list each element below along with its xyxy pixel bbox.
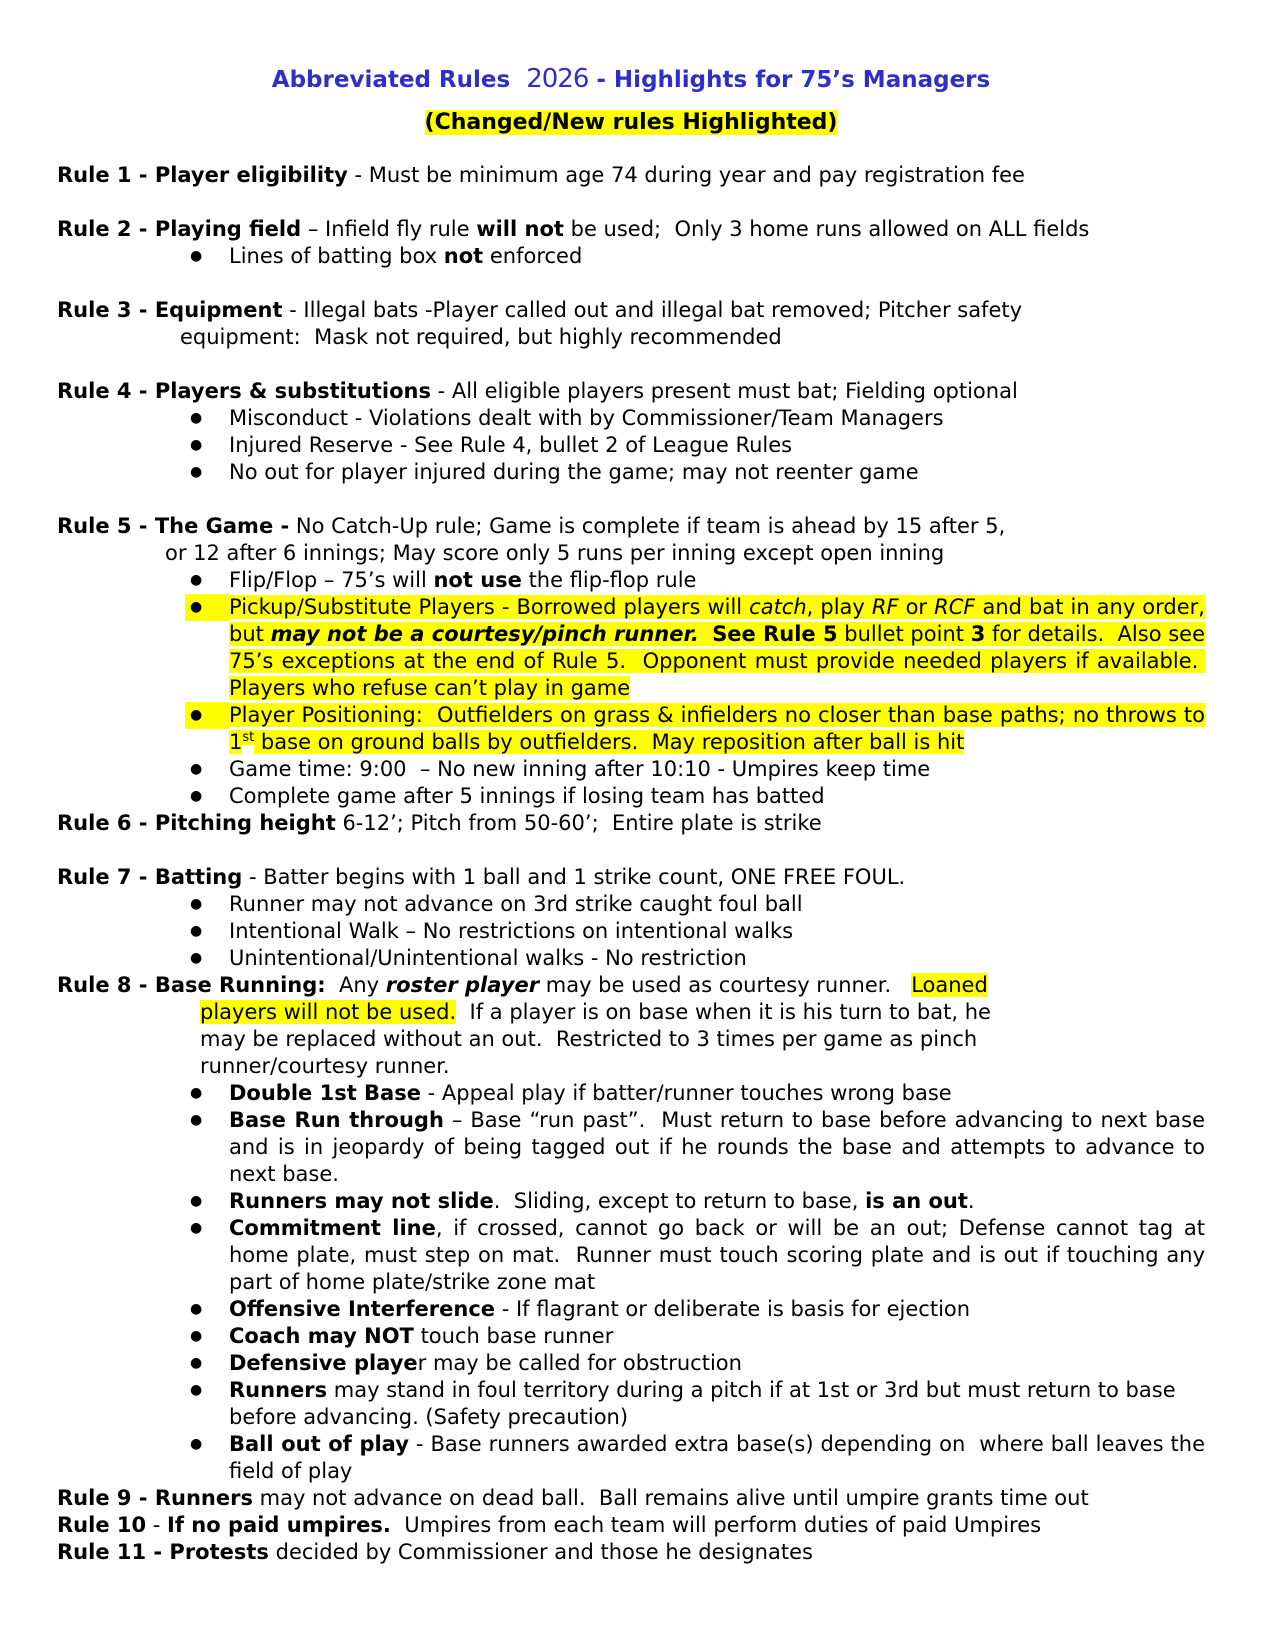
rule-8-bullet-defensive-player bbox=[57, 1350, 1205, 1377]
rule-4 bbox=[57, 378, 1205, 405]
text-run: - Highlights for 75’s Managers bbox=[588, 67, 991, 93]
text-run: Rule 2 - Playing field bbox=[57, 217, 302, 241]
text-run: , play bbox=[806, 595, 872, 619]
rule-1 bbox=[57, 162, 1205, 189]
text-run: st bbox=[242, 730, 255, 745]
text-run: Commitment line bbox=[229, 1216, 436, 1240]
text-run: – Base “run past”. Must return to base before advancing to next base and is in jeopardy of being tagged out if he rounds the base and attempts to advance to next base. bbox=[229, 1108, 1205, 1186]
text-run: Rule 3 - Equipment bbox=[57, 298, 283, 322]
text-run: . Sliding, except to return to base, bbox=[493, 1189, 866, 1213]
text-run: - Must be minimum age 74 during year and pay registration fee bbox=[347, 163, 1025, 187]
text-run: 3 bbox=[970, 622, 986, 646]
text-run: If a player is on base when it is his turn to bat, he bbox=[456, 1000, 991, 1024]
text-run: Flip/Flop – 75’s will bbox=[229, 568, 434, 592]
text-run: not bbox=[443, 244, 484, 268]
text-run: RCF bbox=[934, 595, 976, 619]
text-run: See Rule 5 bbox=[712, 622, 838, 646]
text-run: - Base runners awarded extra base(s) depending on where ball leaves the field of play bbox=[229, 1432, 1206, 1483]
text-run: Pickup/Substitute Players - Borrowed players will bbox=[229, 595, 750, 619]
text-run: Base Run through bbox=[229, 1108, 444, 1132]
text-run: Unintentional/Unintentional walks - No restriction bbox=[229, 946, 747, 970]
text-run: Double 1st Base bbox=[229, 1081, 421, 1105]
text-run: Rule 5 - The Game - bbox=[57, 514, 290, 538]
text-run: Defensive playe bbox=[229, 1351, 418, 1375]
text-run: enforced bbox=[483, 244, 583, 268]
text-run: - bbox=[146, 1513, 168, 1537]
text-run: may stand in foul territory during a pitch if at 1st or 3rd but must return to base before advancing. (Safety precaution) bbox=[229, 1378, 1176, 1429]
text-run: - If flagrant or deliberate is basis for ejection bbox=[495, 1297, 971, 1321]
text-run: Injured Reserve - See Rule 4, bullet 2 of League Rules bbox=[229, 433, 793, 457]
rule-8-bullet-ball-out-of-play bbox=[57, 1431, 1205, 1485]
document-subtitle bbox=[57, 108, 1205, 138]
text-run: or bbox=[898, 595, 935, 619]
text-run: r may be called for obstruction bbox=[417, 1351, 742, 1375]
rule-7-bullet-unintentional-walks bbox=[57, 945, 1205, 972]
text-run: Rule 8 - Base Running: bbox=[57, 973, 326, 997]
text-run: touch base runner bbox=[413, 1324, 614, 1348]
text-run: is an out bbox=[865, 1189, 968, 1213]
text-run: Game time: 9:00 – No new inning after 10:10 - Umpires keep time bbox=[229, 757, 931, 781]
text-run: If no paid umpires. bbox=[167, 1513, 391, 1537]
text-run: will not bbox=[476, 217, 564, 241]
text-run: may not advance on dead ball. Ball remains alive until umpire grants time out bbox=[252, 1486, 1089, 1510]
document-body bbox=[57, 162, 1205, 1566]
text-run: and bat in any order, but bbox=[229, 595, 1205, 646]
text-run: - Illegal bats -Player called out and illegal bat removed; Pitcher safety bbox=[282, 298, 1023, 322]
document-title bbox=[57, 64, 1205, 95]
text-run: No Catch-Up rule; Game is complete if team is ahead by 15 after 5, bbox=[289, 514, 1006, 538]
text-run: Rule 6 - Pitching height bbox=[57, 811, 336, 835]
rule-10 bbox=[57, 1512, 1205, 1539]
rule-5-bullet-flip-flop bbox=[57, 567, 1205, 594]
rule-4-bullet-injured-reserve bbox=[57, 432, 1205, 459]
text-run: 2026 bbox=[526, 64, 589, 94]
text-run: Any bbox=[325, 973, 386, 997]
text-run: Rule 1 - Player eligibility bbox=[57, 163, 348, 187]
text-run: Runner may not advance on 3rd strike caught foul ball bbox=[229, 892, 803, 916]
text-run: Loaned bbox=[911, 973, 988, 997]
text-run bbox=[699, 622, 712, 646]
text-run: Runners may not slide bbox=[229, 1189, 494, 1213]
text-run: Ball out of play bbox=[229, 1432, 409, 1456]
text-run: not use bbox=[433, 568, 522, 592]
text-run: catch bbox=[749, 595, 807, 619]
text-run: for details. Also see 75’s exceptions at the end of Rule 5. Opponent must provide needed players if available. Players who refuse can’t play in game bbox=[229, 622, 1206, 700]
text-run: – Infield fly rule bbox=[301, 217, 477, 241]
text-run: Rule 9 - Runners bbox=[57, 1486, 253, 1510]
text-run: , if crossed, cannot go back or will be an out; Defense cannot tag at home plate, must step on mat. Runner must touch scoring plate and is out if touching any part of home plate/strike zone mat bbox=[229, 1216, 1205, 1294]
text-run: Rule 7 - Batting bbox=[57, 865, 243, 889]
text-run: No out for player injured during the game; may not reenter game bbox=[229, 460, 919, 484]
text-run: base on ground balls by outfielders. May reposition after ball is hit bbox=[254, 730, 965, 754]
text-run: roster player bbox=[385, 973, 540, 997]
rule-7 bbox=[57, 864, 1205, 891]
text-run: (Changed/New rules Highlighted) bbox=[424, 110, 838, 135]
rule-8-bullet-base-run-through bbox=[57, 1107, 1205, 1188]
rule-7-bullet-runner-advance bbox=[57, 891, 1205, 918]
text-run: Offensive Interference bbox=[229, 1297, 496, 1321]
text-run: or 12 after 6 innings; May score only 5 runs per inning except open inning bbox=[165, 541, 945, 565]
text-run: - Batter begins with 1 ball and 1 strike count, ONE FREE FOUL. bbox=[242, 865, 906, 889]
rule-5-bullet-player-positioning bbox=[57, 702, 1205, 756]
rule-2-bullet-batting-box bbox=[57, 243, 1205, 270]
text-run: Rule 11 - Protests bbox=[57, 1540, 269, 1564]
rule-8-bullet-commitment-line bbox=[57, 1215, 1205, 1296]
text-run: players will not be used. bbox=[200, 1000, 457, 1024]
rule-5 bbox=[57, 513, 1205, 567]
rule-9 bbox=[57, 1485, 1205, 1512]
rule-8-bullet-coach bbox=[57, 1323, 1205, 1350]
rule-7-bullet-intentional-walk bbox=[57, 918, 1205, 945]
rule-2 bbox=[57, 216, 1205, 243]
rule-5-bullet-game-time bbox=[57, 756, 1205, 783]
rule-6 bbox=[57, 810, 1205, 837]
text-run: may not be a courtesy/pinch runner. bbox=[270, 622, 699, 646]
text-run: Coach may NOT bbox=[229, 1324, 414, 1348]
text-run: equipment: Mask not required, but highly recommended bbox=[180, 325, 782, 349]
rule-5-bullet-pickup-substitute bbox=[57, 594, 1205, 702]
text-run: . bbox=[967, 1189, 975, 1213]
text-run: bullet point bbox=[837, 622, 971, 646]
rule-3 bbox=[57, 297, 1205, 351]
text-run: Lines of batting box bbox=[229, 244, 444, 268]
text-run: runner/courtesy runner. bbox=[200, 1054, 450, 1078]
text-run: Rule 10 bbox=[57, 1513, 147, 1537]
text-run: decided by Commissioner and those he designates bbox=[268, 1540, 813, 1564]
rule-8-bullet-double-1st-base bbox=[57, 1080, 1205, 1107]
text-run: be used; Only 3 home runs allowed on ALL fields bbox=[563, 217, 1090, 241]
text-run: Player Positioning: Outfielders on grass & infielders no closer than base paths; no throws to 1 bbox=[229, 703, 1205, 754]
text-run: Umpires from each team will perform duties of paid Umpires bbox=[390, 1513, 1042, 1537]
rule-8 bbox=[57, 972, 1205, 1080]
rule-11 bbox=[57, 1539, 1205, 1566]
text-run: Abbreviated Rules bbox=[271, 67, 527, 93]
rule-8-bullet-runners-foul-territory bbox=[57, 1377, 1205, 1431]
text-run: Rule 4 - Players & substitutions bbox=[57, 379, 431, 403]
rule-8-bullet-offensive-interference bbox=[57, 1296, 1205, 1323]
text-run: - All eligible players present must bat; Fielding optional bbox=[430, 379, 1018, 403]
text-run: - Appeal play if batter/runner touches wrong base bbox=[420, 1081, 952, 1105]
rule-4-bullet-misconduct bbox=[57, 405, 1205, 432]
text-run: Runners bbox=[229, 1378, 328, 1402]
rule-5-bullet-complete-game bbox=[57, 783, 1205, 810]
text-run: RF bbox=[871, 595, 899, 619]
text-run: Misconduct - Violations dealt with by Commissioner/Team Managers bbox=[229, 406, 944, 430]
text-run: the flip-flop rule bbox=[521, 568, 697, 592]
text-run: may be used as courtesy runner. bbox=[539, 973, 912, 997]
text-run: Complete game after 5 innings if losing team has batted bbox=[229, 784, 825, 808]
text-run: may be replaced without an out. Restricted to 3 times per game as pinch bbox=[200, 1027, 978, 1051]
text-run: 6-12’; Pitch from 50-60’; Entire plate is strike bbox=[335, 811, 822, 835]
rule-4-bullet-no-out bbox=[57, 459, 1205, 486]
text-run: Intentional Walk – No restrictions on intentional walks bbox=[229, 919, 794, 943]
rule-8-bullet-no-slide bbox=[57, 1188, 1205, 1215]
